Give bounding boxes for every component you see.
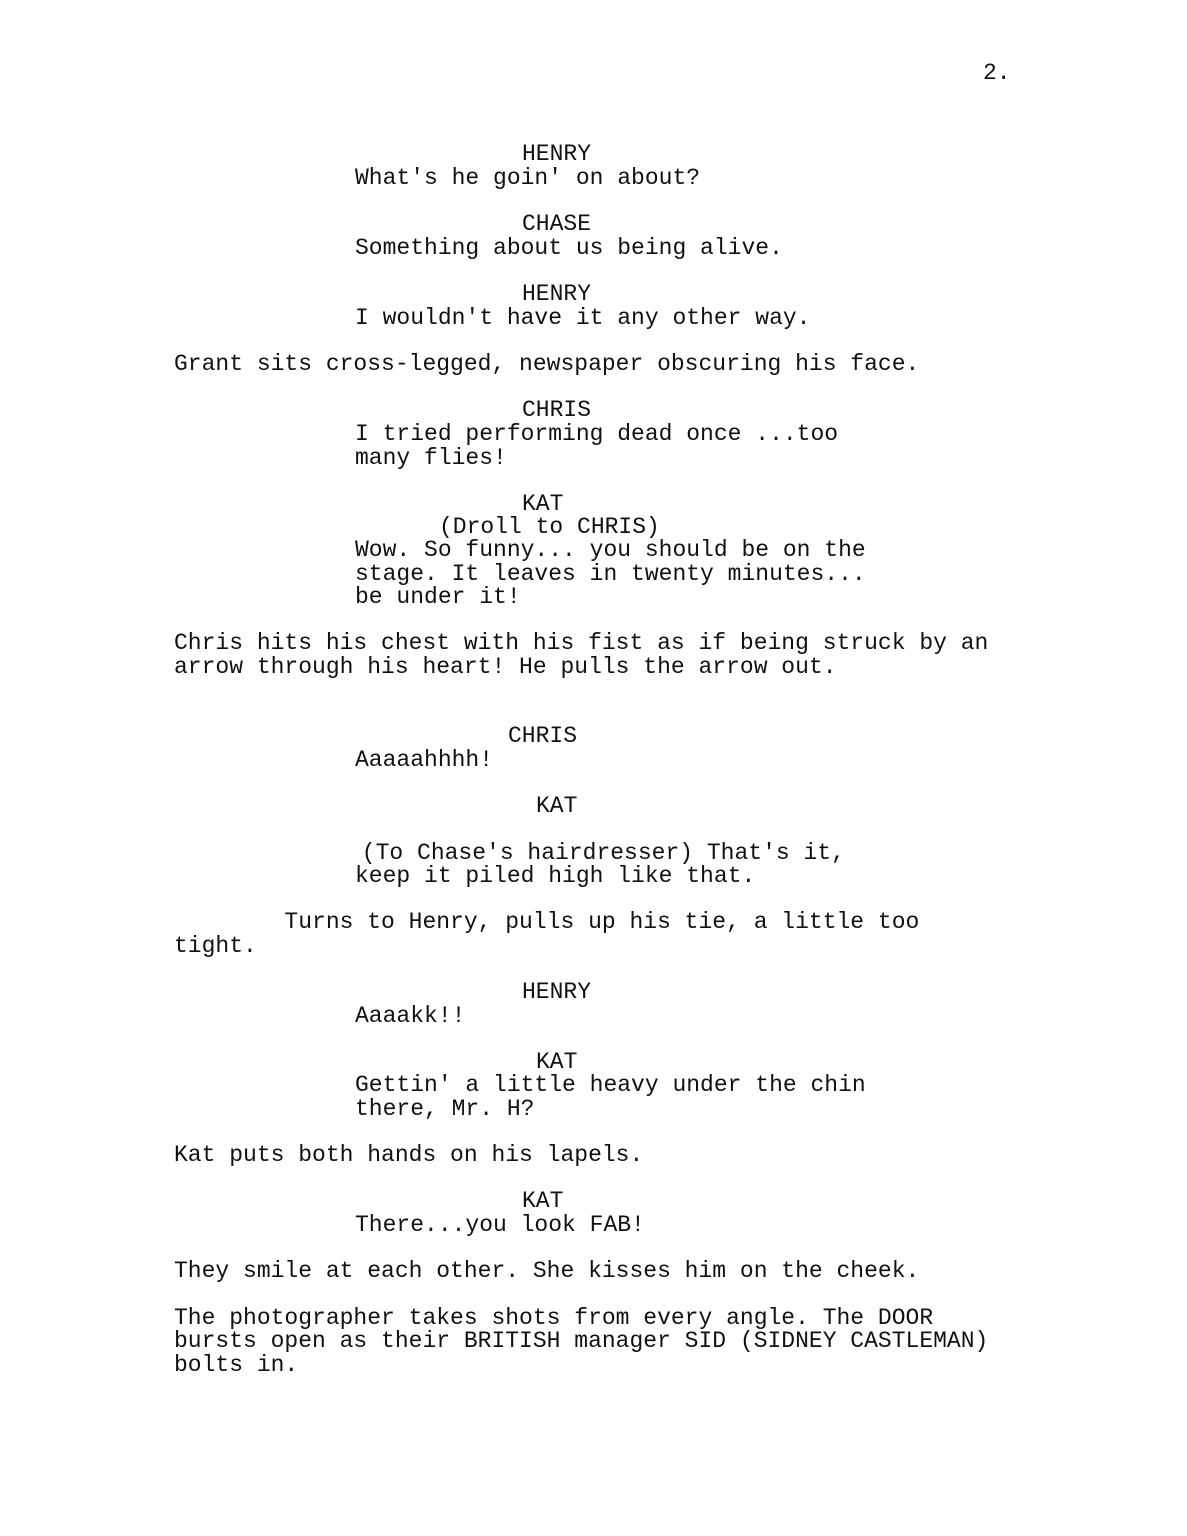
dialogue-line: many flies! [355,445,507,471]
dialogue-line: Something about us being alive. [355,235,783,261]
character-name: KAT [522,1188,564,1214]
action-line: bolts in. [174,1352,299,1378]
character-name: HENRY [522,281,592,307]
dialogue-line: stage. It leaves in twenty minutes... [355,561,866,587]
dialogue-line: What's he goin' on about? [355,165,701,191]
character-name: CHASE [522,211,592,237]
action-line: Kat puts both hands on his lapels. [174,1142,644,1168]
character-name: KAT [536,1049,578,1075]
page-number: 2. [983,60,1011,86]
dialogue-line: Aaaaahhhh! [355,747,494,773]
action-line: They smile at each other. She kisses him on the cheek. [174,1258,920,1284]
character-name: HENRY [522,141,592,167]
action-line: arrow through his heart! He pulls the arrow out. [174,654,837,680]
action-line: bursts open as their BRITISH manager SID (SIDNEY CASTLEMAN) [174,1328,989,1354]
character-name: KAT [522,491,564,517]
action-line: Chris hits his chest with his fist as if being struck by an [174,630,989,656]
dialogue-line: there, Mr. H? [355,1096,535,1122]
dialogue-line: keep it piled high like that. [355,863,756,889]
dialogue-line: Aaaakk!! [355,1003,466,1029]
dialogue-line: Wow. So funny... you should be on the [355,537,866,563]
character-name: KAT [536,793,578,819]
character-name: HENRY [522,979,592,1005]
dialogue-line: Gettin' a little heavy under the chin [355,1072,866,1098]
parenthetical: (Droll to CHRIS) [439,514,660,540]
dialogue-line: (To Chase's hairdresser) That's it, [348,840,845,866]
action-line: Turns to Henry, pulls up his tie, a little too [174,909,920,935]
character-name: CHRIS [522,397,592,423]
action-line: tight. [174,933,257,959]
dialogue-line: I wouldn't have it any other way. [355,305,811,331]
action-line: The photographer takes shots from every angle. The DOOR [174,1305,934,1331]
action-line: Grant sits cross-legged, newspaper obscuring his face. [174,351,920,377]
dialogue-line: There...you look FAB! [355,1212,645,1238]
dialogue-line: be under it! [355,584,521,610]
dialogue-line: I tried performing dead once ...too [355,421,839,447]
character-name: CHRIS [508,723,578,749]
